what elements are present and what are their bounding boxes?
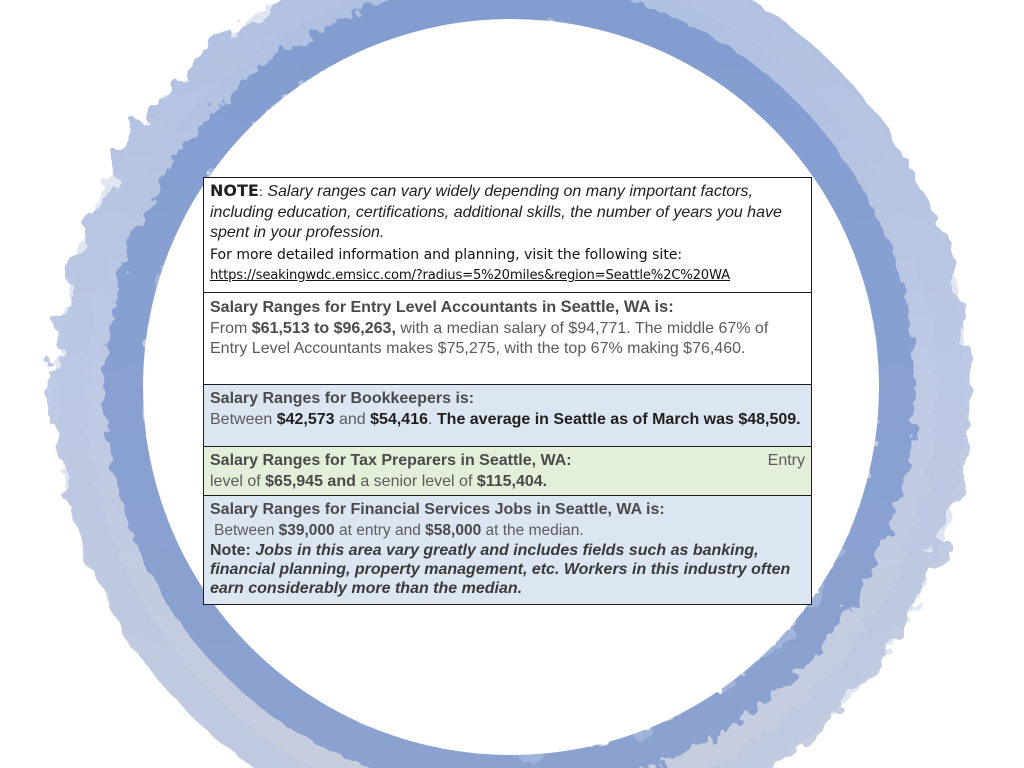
bookkeepers-between: Between xyxy=(210,410,277,428)
note-colon: : xyxy=(258,185,263,199)
financial-heading: Salary Ranges for Financial Services Jobs in Seattle, WA is: xyxy=(210,501,665,518)
financial-at-entry: at entry and xyxy=(334,521,426,539)
more-info-text: For more detailed information and planning, visit the following site: xyxy=(210,246,683,263)
financial-note-text: Jobs in this area vary greatly and includes fields such as banking, financial planning, property management, etc. Workers in this industry often earn considerably more than the median. xyxy=(210,542,791,597)
tax-senior-value: $115,404. xyxy=(476,472,548,490)
financial-details xyxy=(210,521,805,542)
bookkeepers-details xyxy=(210,410,805,431)
entry-level-from: From xyxy=(210,319,252,337)
emsi-link[interactable]: https://seakingwdc.emsicc.com/?radius=5%20miles&region=Seattle%2C%20WA xyxy=(210,267,730,283)
bookkeepers-high: $54,416 xyxy=(370,410,428,428)
bookkeepers-cell xyxy=(204,384,811,446)
tax-preparers-cell xyxy=(204,446,811,495)
bookkeepers-and: and xyxy=(334,410,371,428)
bookkeepers-heading: Salary Ranges for Bookkeepers is: xyxy=(210,390,475,407)
financial-at-median: at the median. xyxy=(481,521,584,539)
note-label: NOTE xyxy=(210,181,259,200)
financial-note-label: Note: xyxy=(210,542,256,559)
financial-note xyxy=(210,541,805,598)
entry-level-heading: Salary Ranges for Entry Level Accountants in xyxy=(210,299,557,316)
tax-senior: a senior level of xyxy=(355,472,477,490)
tax-entry-word: Entry xyxy=(767,452,805,469)
entry-level-range: $61,513 to $96,263, xyxy=(251,319,396,337)
tax-level-of: level of xyxy=(210,472,266,490)
salary-info-table xyxy=(203,177,812,605)
financial-median-value: $58,000 xyxy=(425,521,482,539)
tax-heading: Salary Ranges for Tax Preparers in Seattle, WA: xyxy=(210,452,572,469)
entry-level-heading-location: Seattle, WA is: xyxy=(560,298,674,316)
note-text: Salary ranges can vary widely depending on many important factors, including education, certifications, additional skills, the number of years you have spent in your profession. xyxy=(210,183,782,241)
bookkeepers-average: The average in Seattle as of March was $48,509. xyxy=(436,410,801,428)
tax-details xyxy=(210,472,805,493)
entry-level-rest: with a median salary of $94,771. The middle 67% of Entry Level Accountants makes $75,275, with the top 67% making $76,460. xyxy=(210,319,769,357)
bookkeepers-low: $42,573 xyxy=(276,410,335,428)
tax-entry-value: $65,945 and xyxy=(265,472,356,490)
financial-between: Between xyxy=(214,521,279,539)
financial-services-cell xyxy=(204,495,811,604)
note-cell xyxy=(204,178,811,292)
financial-entry-value: $39,000 xyxy=(278,521,335,539)
entry-level-details xyxy=(210,319,805,360)
bookkeepers-dot: . xyxy=(428,410,437,428)
entry-level-cell xyxy=(204,292,811,384)
